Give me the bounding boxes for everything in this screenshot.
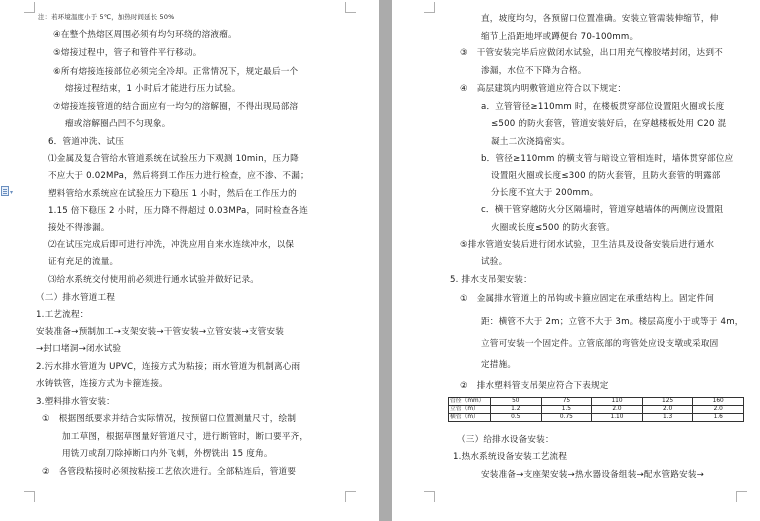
text-line: 火圈或长度≤500 的防火套管。	[491, 223, 616, 233]
text-line: 证有充足的流量。	[48, 257, 119, 267]
table-cell: 1.10	[592, 414, 643, 422]
text-line: ⑵在试压完成后即可进行冲洗，冲洗应用自来水连续冲水，以保	[48, 240, 295, 250]
text-line: 距：横管不大于 2m；立管不大于 3m。楼层高度小于或等于 4m，	[481, 317, 744, 327]
document-page-left	[0, 0, 379, 521]
table-row	[449, 414, 744, 422]
table-cell: 125	[642, 398, 693, 406]
document-page-right	[392, 0, 760, 521]
text-line: 熔接过程结束，1 小时后才能进行压力试验。	[65, 84, 241, 94]
text-line: 接处不得渗漏。	[48, 223, 110, 233]
table-cell: 1.6	[693, 414, 744, 422]
text-line: 塑料管给水系统应在试验压力下稳压 1 小时，然后在工作压力的	[48, 189, 297, 199]
crop-mark	[345, 491, 356, 502]
text-line: 设置阻火圈或长度≤300 的防火套管，且防火套管的明露部	[491, 171, 721, 181]
text-line: ② 各管段粘接时必须按粘接工艺依次进行。全部粘连后，管道要	[42, 467, 297, 477]
text-line: 安装准备→预制加工→支架安装→干管安装→立管安装→支管安装	[36, 327, 285, 337]
table-cell: 1.2	[491, 406, 542, 414]
table-cell: 0.5	[491, 414, 542, 422]
crop-mark	[24, 491, 35, 502]
text-line: ④ 高层建筑内明敷管道应符合以下规定：	[460, 84, 627, 94]
section-heading: 6．管道冲洗、试压	[48, 137, 125, 147]
text-line: ⑶给水系统交付使用前必须进行通水试验并做好记录。	[48, 275, 260, 285]
chevron-down-icon[interactable]: ▾	[10, 189, 14, 196]
text-line: 1.15 倍下稳压 2 小时，压力降不得超过 0.03MPa，同时检查各连	[48, 206, 309, 216]
text-line: 定措施。	[481, 360, 517, 370]
section-heading: 5. 排水支吊架安装：	[450, 275, 532, 285]
table-cell: 0.75	[541, 414, 592, 422]
text-line: ⑦熔接连接管道的结合面应有一均匀的溶解圈，不得出现局部溶	[53, 102, 299, 112]
table-cell: 管径（mm）	[449, 398, 491, 406]
table-row	[449, 406, 744, 414]
text-line: 缩节上沿距地坪或蹲便台 70-100mm。	[481, 32, 639, 42]
text-line: ① 根据图纸要求并结合实际情况，按预留口位置测量尺寸，绘制	[42, 414, 297, 424]
text-line: 用铣刀或刮刀除掉断口内外飞刺，外楞铣出 15 度角。	[62, 449, 273, 459]
text-line: ≤500 的防火套管，管道安装好后，在穿越楼板处用 C20 混	[491, 119, 727, 129]
table-cell: 立管（m）	[449, 406, 491, 414]
text-line: 2.污水排水管道为 UPVC，连接方式为粘接；雨水管道为机制离心雨	[36, 362, 301, 372]
table-row	[449, 398, 744, 406]
text-line: a．立管管径≥110mm 时，在楼板贯穿部位设置阻火圈或长度	[481, 102, 725, 112]
note-line: 注：若环境温度小于 5℃，加热时间延长 50%	[38, 13, 175, 21]
text-line: 3.塑料排水管安装：	[36, 397, 115, 407]
text-line: 水铸铁管，连接方式为卡箍连接。	[36, 379, 168, 389]
table-cell: 160	[693, 398, 744, 406]
text-line: 加工草图，根据草图量好管道尺寸，进行断管时，断口要平齐，	[62, 432, 309, 442]
text-line: b．管径≥110mm 的横支管与暗设立管相连时，墙体贯穿部位应	[481, 154, 734, 164]
text-line: 渗漏，水位不下降为合格。	[481, 66, 587, 76]
text-line: →封口堵洞→闭水试验	[36, 344, 122, 354]
text-line: 瘤或溶解圈凸凹不匀现象。	[65, 119, 171, 129]
page-icon[interactable]	[1, 186, 9, 196]
crop-mark	[736, 491, 747, 502]
text-line: 凝土二次浇捣密实。	[491, 137, 571, 147]
table-cell: 2.0	[642, 406, 693, 414]
text-line: 1.热水系统设备安装工艺流程	[453, 452, 568, 462]
text-line: ② 排水塑料管支吊架应符合下表规定	[460, 381, 609, 391]
text-line: ⑴金属及复合管给水管道系统在试验压力下观测 10min，压力降	[48, 154, 299, 164]
table-cell: 横管（m）	[449, 414, 491, 422]
text-line: ④在整个热熔区周围必须有均匀环绕的溶液瘤。	[53, 30, 237, 40]
text-line: 分长度不宜大于 200mm。	[491, 188, 599, 198]
table-cell: 75	[541, 398, 592, 406]
text-line: c．横干管穿越防火分区隔墙时，管道穿越墙体的两侧应设置阻	[481, 205, 724, 215]
text-line: ① 金属排水管道上的吊钩或卡箍应固定在承重结构上。固定件间	[460, 294, 715, 304]
text-line: 立管可安装一个固定件。立管底部的弯管处应设支墩或采取固	[481, 339, 719, 349]
text-line: ⑤排水管道安装后进行闭水试验，卫生洁具及设备安装后进行通水	[460, 240, 715, 250]
table-cell: 2.0	[592, 406, 643, 414]
text-line: 直，坡度均匀，各预留口位置准确。安装立管需装伸缩节，伸	[481, 14, 719, 24]
table-cell: 2.0	[693, 406, 744, 414]
pipe-support-spacing-table	[448, 397, 744, 422]
crop-mark	[24, 2, 35, 13]
table-cell: 110	[592, 398, 643, 406]
text-line: ③ 干管安装完毕后应做闭水试验，出口用充气橡胶堵封闭，达到不	[460, 48, 723, 58]
text-line: 不应大于 0.02MPa，然后将到工作压力进行检查，应不渗、不漏；	[48, 171, 309, 181]
text-line: ⑥所有熔接连接部位必须完全冷却。正常情况下，规定最后一个	[53, 67, 299, 77]
text-line: ⑤熔接过程中，管子和管件平行移动。	[53, 48, 202, 58]
table-cell: 50	[491, 398, 542, 406]
text-line: 试验。	[481, 257, 508, 267]
crop-mark	[424, 2, 435, 13]
section-heading: （三）给排水设备安装：	[457, 435, 554, 445]
table-cell: 1.3	[642, 414, 693, 422]
crop-mark	[345, 2, 356, 13]
text-line: 1.工艺流程：	[36, 310, 89, 320]
text-line: 安装准备→支座架安装→热水器设备组装→配水管路安装→	[481, 470, 705, 480]
section-heading: （二）排水管道工程	[36, 293, 116, 303]
crop-mark	[424, 491, 435, 502]
table-cell: 1.5	[541, 406, 592, 414]
